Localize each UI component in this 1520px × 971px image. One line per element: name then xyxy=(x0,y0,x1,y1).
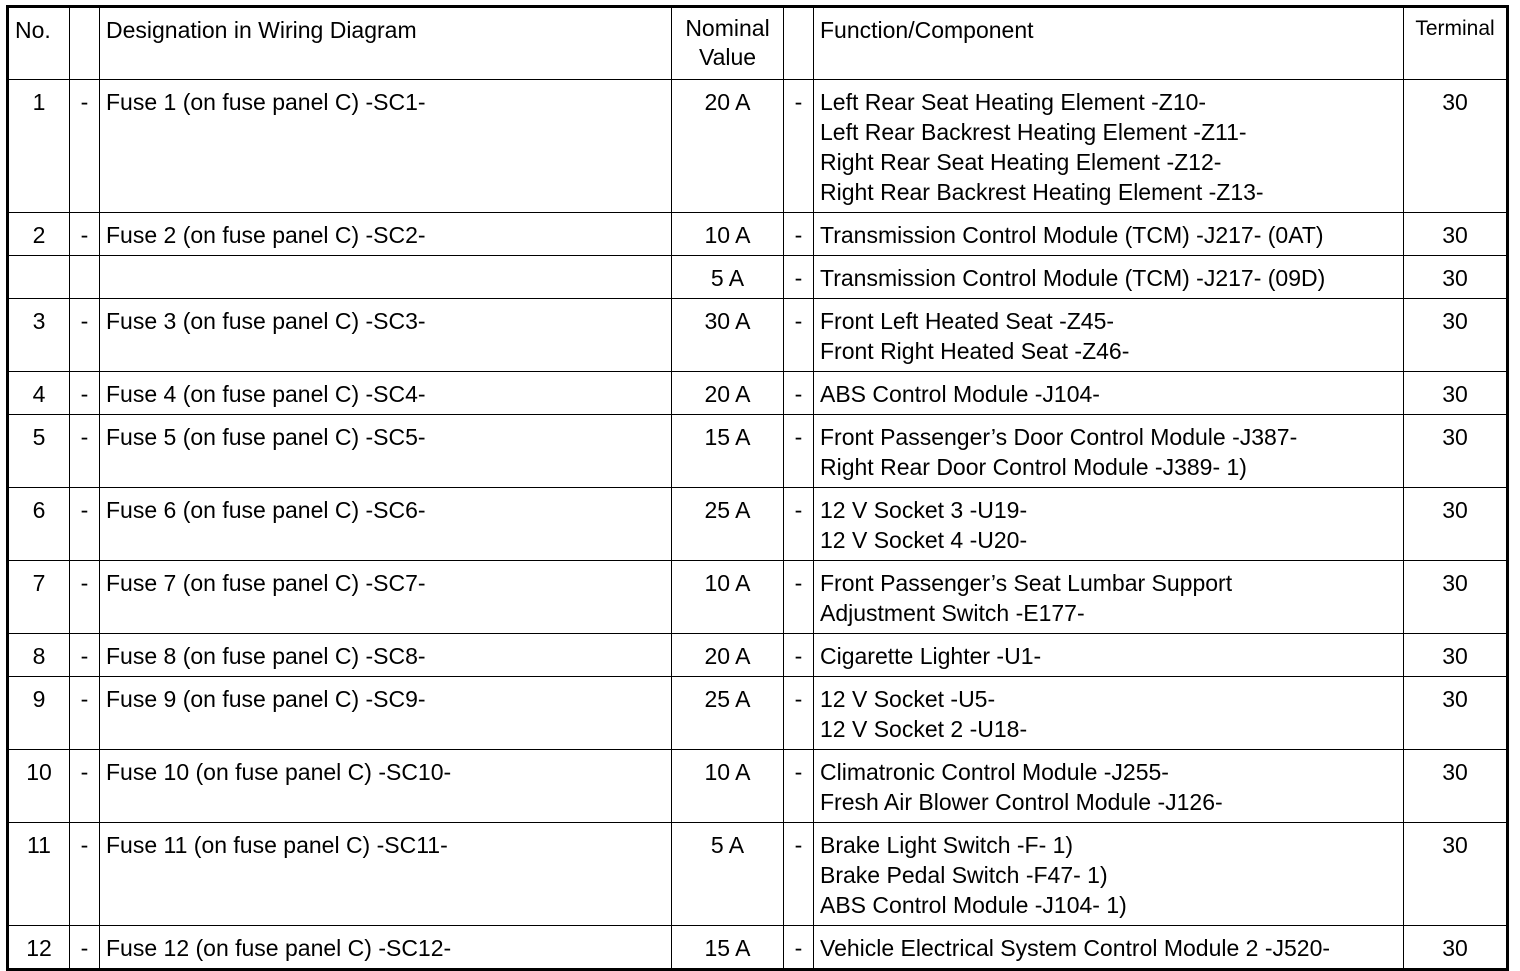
nominal-value: 15 A xyxy=(672,415,784,488)
header-sep-2 xyxy=(784,7,814,80)
terminal: 30 xyxy=(1404,677,1508,750)
separator-dash: - xyxy=(784,926,814,970)
separator-dash: - xyxy=(784,256,814,299)
fuse-designation: Fuse 12 (on fuse panel C) -SC12- xyxy=(100,926,672,970)
separator-dash: - xyxy=(70,488,100,561)
fuse-designation: Fuse 10 (on fuse panel C) -SC10- xyxy=(100,750,672,823)
separator-dash: - xyxy=(70,415,100,488)
fuse-designation: Fuse 9 (on fuse panel C) -SC9- xyxy=(100,677,672,750)
terminal: 30 xyxy=(1404,213,1508,256)
header-nominal-line-1: Nominal xyxy=(685,15,770,41)
function-line: Fresh Air Blower Control Module -J126- xyxy=(820,789,1223,815)
terminal: 30 xyxy=(1404,256,1508,299)
fuse-designation: Fuse 4 (on fuse panel C) -SC4- xyxy=(100,372,672,415)
nominal-value: 25 A xyxy=(672,488,784,561)
fuse-designation: Fuse 11 (on fuse panel C) -SC11- xyxy=(100,823,672,926)
terminal: 30 xyxy=(1404,926,1508,970)
nominal-value: 30 A xyxy=(672,299,784,372)
function-line: ABS Control Module -J104- xyxy=(820,381,1100,407)
table-row xyxy=(8,488,1508,561)
fuse-designation: Fuse 6 (on fuse panel C) -SC6- xyxy=(100,488,672,561)
function-line: 12 V Socket 3 -U19- xyxy=(820,497,1028,523)
function-component xyxy=(814,372,1404,415)
header-row xyxy=(8,7,1508,80)
table-row xyxy=(8,256,1508,299)
terminal: 30 xyxy=(1404,80,1508,213)
separator-dash: - xyxy=(70,299,100,372)
function-line: 12 V Socket -U5- xyxy=(820,686,996,712)
function-component xyxy=(814,926,1404,970)
function-component xyxy=(814,677,1404,750)
separator-dash: - xyxy=(784,213,814,256)
function-line: 12 V Socket 2 -U18- xyxy=(820,716,1028,742)
function-line: Front Passenger’s Seat Lumbar Support xyxy=(820,570,1233,596)
nominal-value: 10 A xyxy=(672,561,784,634)
fuse-number: 7 xyxy=(8,561,70,634)
separator-dash: - xyxy=(784,299,814,372)
fuse-number xyxy=(8,256,70,299)
function-component xyxy=(814,256,1404,299)
separator-dash xyxy=(70,256,100,299)
header-nominal-line-2: Value xyxy=(698,44,757,70)
fuse-designation: Fuse 7 (on fuse panel C) -SC7- xyxy=(100,561,672,634)
separator-dash: - xyxy=(784,561,814,634)
fuse-number: 9 xyxy=(8,677,70,750)
fuse-number: 5 xyxy=(8,415,70,488)
header-nominal-value xyxy=(672,7,784,80)
separator-dash: - xyxy=(70,634,100,677)
table-row xyxy=(8,299,1508,372)
terminal: 30 xyxy=(1404,634,1508,677)
fuse-number: 3 xyxy=(8,299,70,372)
header-function: Function/Component xyxy=(814,7,1404,80)
function-line: Brake Pedal Switch -F47- 1) xyxy=(820,862,1108,888)
header-sep-1 xyxy=(70,7,100,80)
separator-dash: - xyxy=(784,823,814,926)
table-row xyxy=(8,677,1508,750)
table-row xyxy=(8,823,1508,926)
fuse-table xyxy=(6,5,1509,971)
terminal: 30 xyxy=(1404,561,1508,634)
separator-dash: - xyxy=(784,80,814,213)
function-line: Right Rear Door Control Module -J389- 1) xyxy=(820,454,1247,480)
separator-dash: - xyxy=(784,677,814,750)
function-line: ABS Control Module -J104- 1) xyxy=(820,892,1127,918)
function-component xyxy=(814,488,1404,561)
function-component xyxy=(814,750,1404,823)
nominal-value: 20 A xyxy=(672,372,784,415)
nominal-value: 20 A xyxy=(672,80,784,213)
separator-dash: - xyxy=(70,372,100,415)
table-row xyxy=(8,372,1508,415)
function-component xyxy=(814,213,1404,256)
separator-dash: - xyxy=(70,750,100,823)
separator-dash: - xyxy=(70,561,100,634)
table-row xyxy=(8,634,1508,677)
fuse-designation: Fuse 3 (on fuse panel C) -SC3- xyxy=(100,299,672,372)
separator-dash: - xyxy=(70,823,100,926)
nominal-value: 25 A xyxy=(672,677,784,750)
fuse-number: 4 xyxy=(8,372,70,415)
fuse-number: 11 xyxy=(8,823,70,926)
terminal: 30 xyxy=(1404,299,1508,372)
function-component xyxy=(814,299,1404,372)
terminal: 30 xyxy=(1404,750,1508,823)
function-line: Left Rear Backrest Heating Element -Z11- xyxy=(820,119,1247,145)
function-component xyxy=(814,823,1404,926)
function-line: Front Passenger’s Door Control Module -J387- xyxy=(820,424,1298,450)
function-line: Right Rear Seat Heating Element -Z12- xyxy=(820,149,1222,175)
separator-dash: - xyxy=(784,750,814,823)
fuse-designation xyxy=(100,256,672,299)
table-row xyxy=(8,80,1508,213)
terminal: 30 xyxy=(1404,415,1508,488)
header-designation: Designation in Wiring Diagram xyxy=(100,7,672,80)
separator-dash: - xyxy=(784,634,814,677)
header-no: No. xyxy=(8,7,70,80)
nominal-value: 5 A xyxy=(672,823,784,926)
fuse-number: 1 xyxy=(8,80,70,213)
table-row xyxy=(8,213,1508,256)
function-component xyxy=(814,80,1404,213)
table-row xyxy=(8,415,1508,488)
separator-dash: - xyxy=(70,80,100,213)
function-line: Vehicle Electrical System Control Module 2 -J520- xyxy=(820,935,1331,961)
fuse-designation: Fuse 5 (on fuse panel C) -SC5- xyxy=(100,415,672,488)
table-row xyxy=(8,561,1508,634)
nominal-value: 5 A xyxy=(672,256,784,299)
table-row xyxy=(8,750,1508,823)
nominal-value: 20 A xyxy=(672,634,784,677)
fuse-designation: Fuse 8 (on fuse panel C) -SC8- xyxy=(100,634,672,677)
separator-dash: - xyxy=(70,926,100,970)
separator-dash: - xyxy=(784,415,814,488)
function-line: Transmission Control Module (TCM) -J217- (09D) xyxy=(820,265,1326,291)
terminal: 30 xyxy=(1404,823,1508,926)
function-line: Brake Light Switch -F- 1) xyxy=(820,832,1074,858)
header-terminal: Terminal xyxy=(1404,7,1508,80)
function-component xyxy=(814,634,1404,677)
function-line: 12 V Socket 4 -U20- xyxy=(820,527,1028,553)
function-component xyxy=(814,415,1404,488)
function-line: Transmission Control Module (TCM) -J217- (0AT) xyxy=(820,222,1324,248)
function-line: Front Left Heated Seat -Z45- xyxy=(820,308,1115,334)
fuse-designation: Fuse 1 (on fuse panel C) -SC1- xyxy=(100,80,672,213)
function-line: Climatronic Control Module -J255- xyxy=(820,759,1169,785)
separator-dash: - xyxy=(70,213,100,256)
function-line: Adjustment Switch -E177- xyxy=(820,600,1085,626)
separator-dash: - xyxy=(784,372,814,415)
fuse-number: 6 xyxy=(8,488,70,561)
nominal-value: 10 A xyxy=(672,750,784,823)
function-component xyxy=(814,561,1404,634)
fuse-number: 2 xyxy=(8,213,70,256)
terminal: 30 xyxy=(1404,488,1508,561)
function-line: Left Rear Seat Heating Element -Z10- xyxy=(820,89,1207,115)
fuse-number: 10 xyxy=(8,750,70,823)
fuse-designation: Fuse 2 (on fuse panel C) -SC2- xyxy=(100,213,672,256)
separator-dash: - xyxy=(784,488,814,561)
separator-dash: - xyxy=(70,677,100,750)
fuse-table-body xyxy=(8,80,1508,970)
function-line: Front Right Heated Seat -Z46- xyxy=(820,338,1130,364)
fuse-number: 8 xyxy=(8,634,70,677)
terminal: 30 xyxy=(1404,372,1508,415)
table-row xyxy=(8,926,1508,970)
nominal-value: 15 A xyxy=(672,926,784,970)
fuse-number: 12 xyxy=(8,926,70,970)
nominal-value: 10 A xyxy=(672,213,784,256)
function-line: Right Rear Backrest Heating Element -Z13- xyxy=(820,179,1264,205)
function-line: Cigarette Lighter -U1- xyxy=(820,643,1042,669)
